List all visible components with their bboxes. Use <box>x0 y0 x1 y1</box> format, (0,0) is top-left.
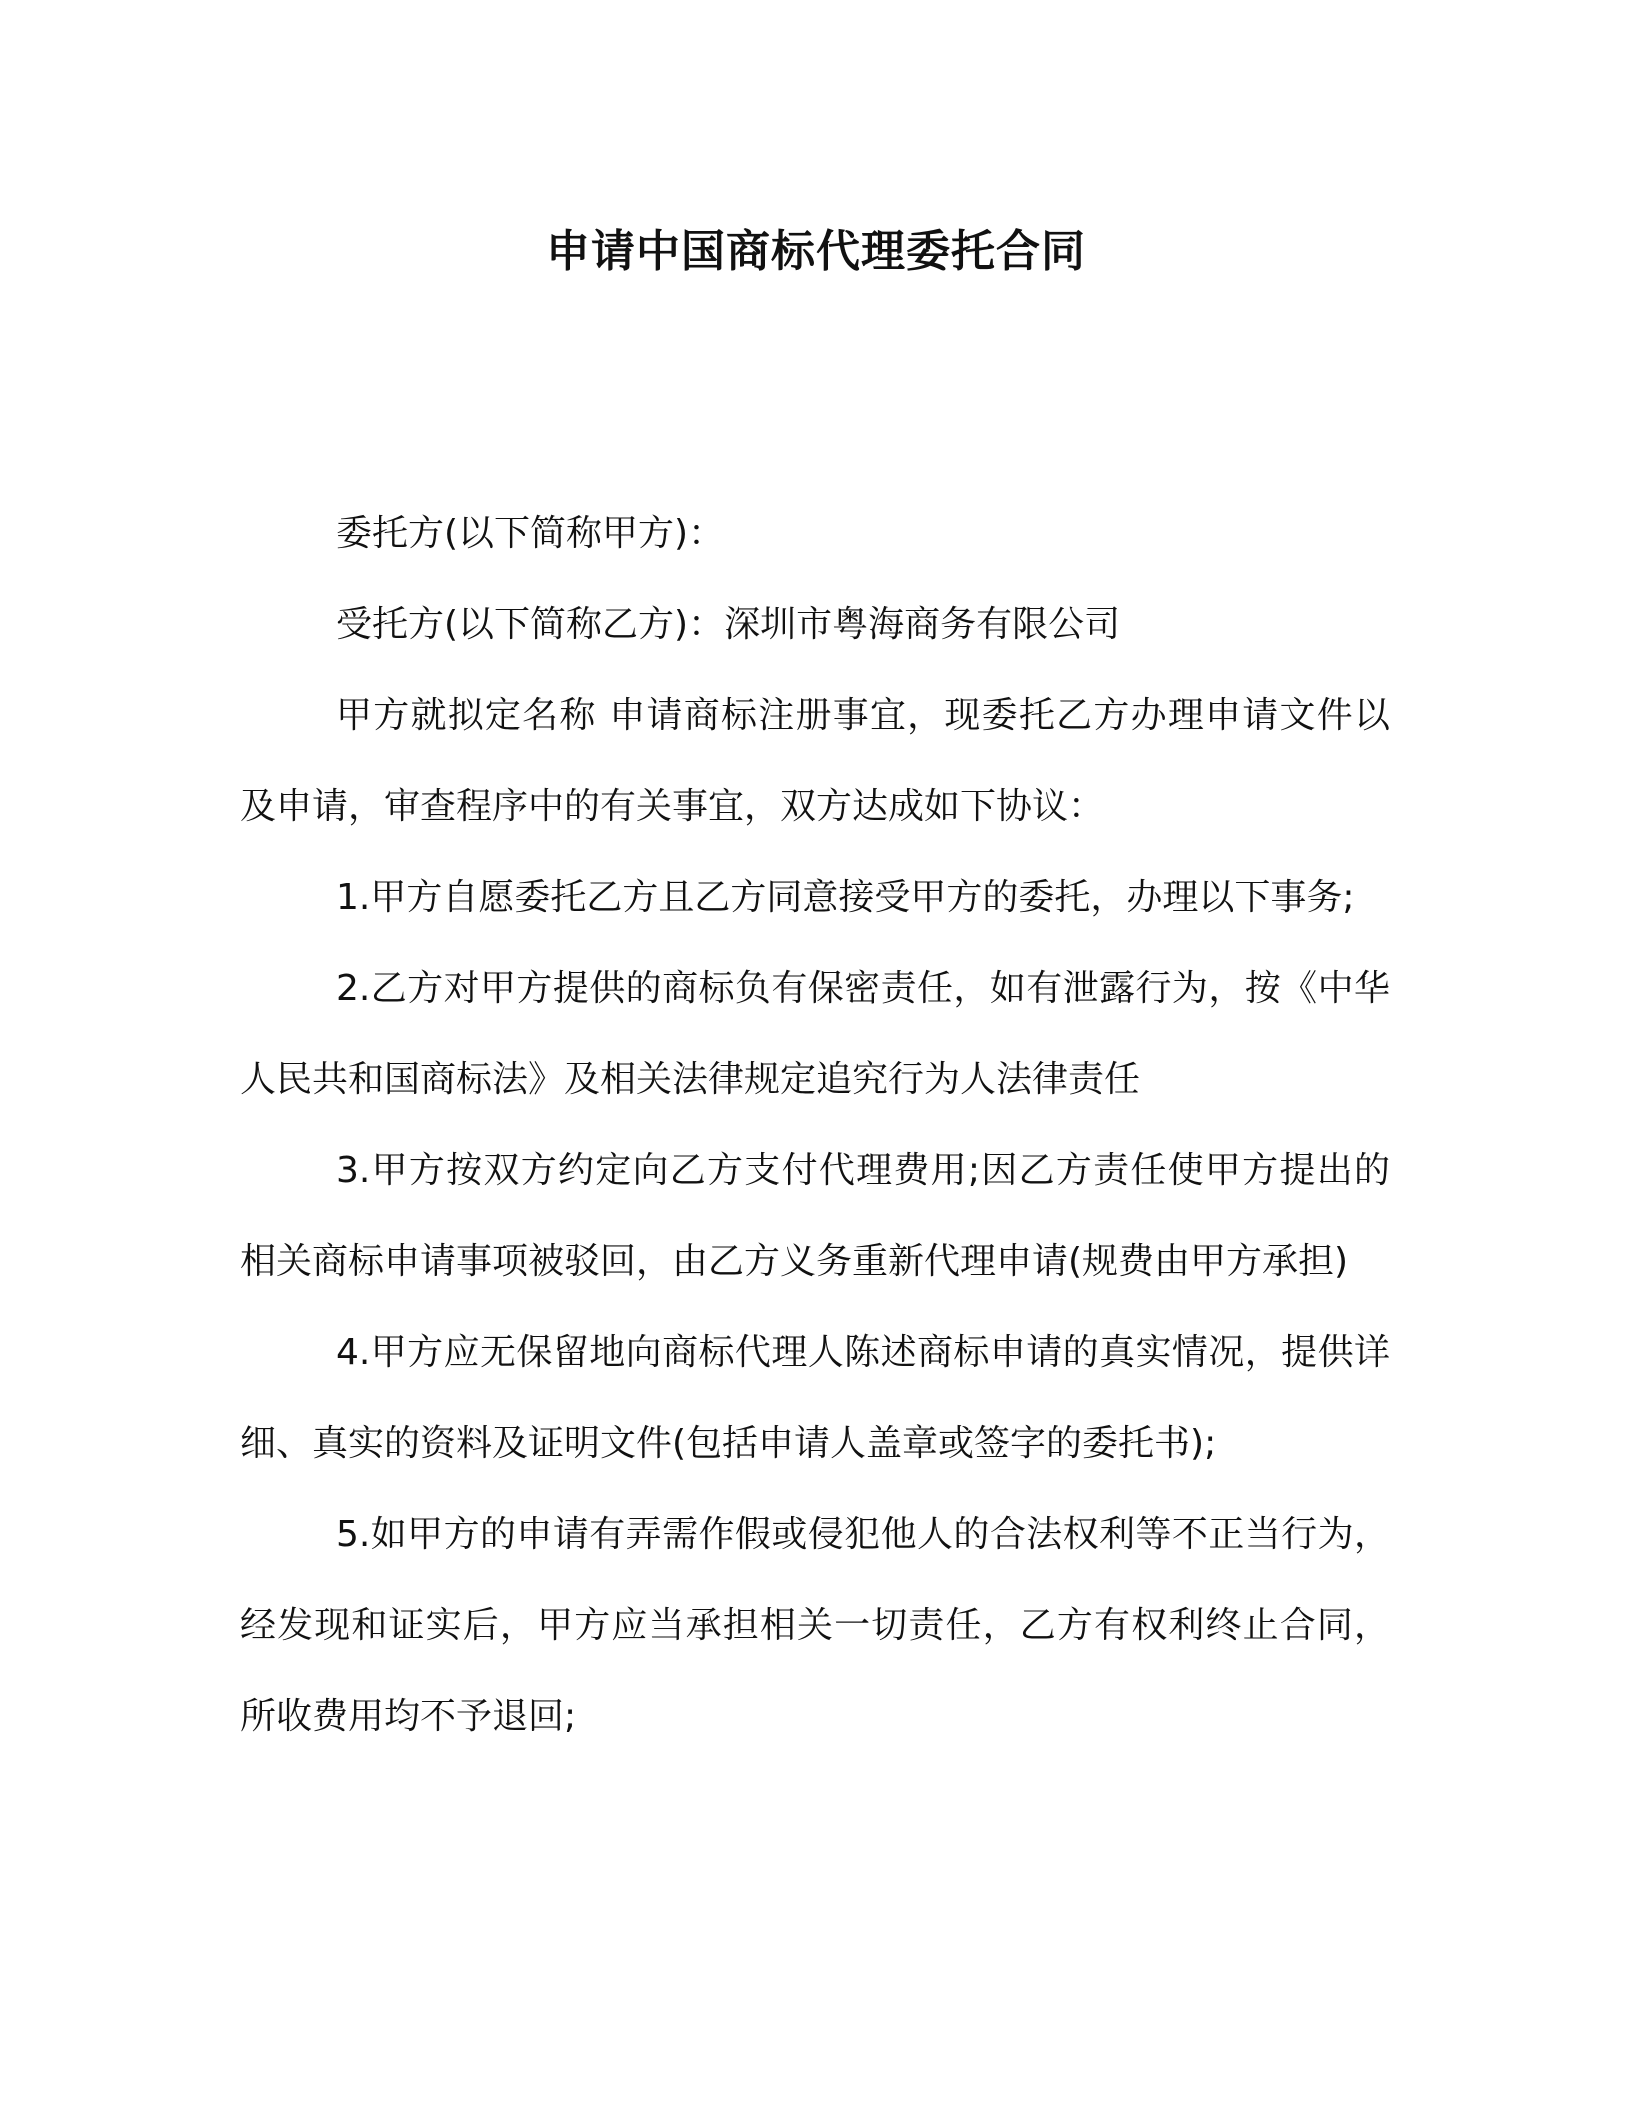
document-title: 申请中国商标代理委托合同 <box>546 226 1086 277</box>
paragraph-clause-3: 3.甲方按双方约定向乙方支付代理费用;因乙方责任使甲方提出的相关商标申请事项被驳回，由乙方义务重新代理申请(规费由甲方承担) <box>240 1150 1390 1282</box>
paragraph-agent: 受托方(以下简称乙方)：深圳市粤海商务有限公司 <box>336 604 1121 645</box>
document-body <box>240 488 1390 1762</box>
paragraph-clause-1: 1.甲方自愿委托乙方且乙方同意接受甲方的委托，办理以下事务; <box>336 877 1355 918</box>
paragraph-intro: 甲方就拟定名称 申请商标注册事宜，现委托乙方办理申请文件以及申请，审查程序中的有关事宜，双方达成如下协议： <box>240 695 1390 827</box>
paragraph-clause-4: 4.甲方应无保留地向商标代理人陈述商标申请的真实情况，提供详细、真实的资料及证明文件(包括申请人盖章或签字的委托书); <box>240 1332 1390 1464</box>
paragraph-clause-2: 2.乙方对甲方提供的商标负有保密责任，如有泄露行为，按《中华人民共和国商标法》及相关法律规定追究行为人法律责任 <box>240 968 1390 1100</box>
paragraph-client: 委托方(以下简称甲方)： <box>336 513 725 554</box>
paragraph-clause-5: 5.如甲方的申请有弄需作假或侵犯他人的合法权利等不正当行为，经发现和证实后，甲方应当承担相关一切责任，乙方有权利终止合同，所收费用均不予退回; <box>240 1514 1390 1737</box>
